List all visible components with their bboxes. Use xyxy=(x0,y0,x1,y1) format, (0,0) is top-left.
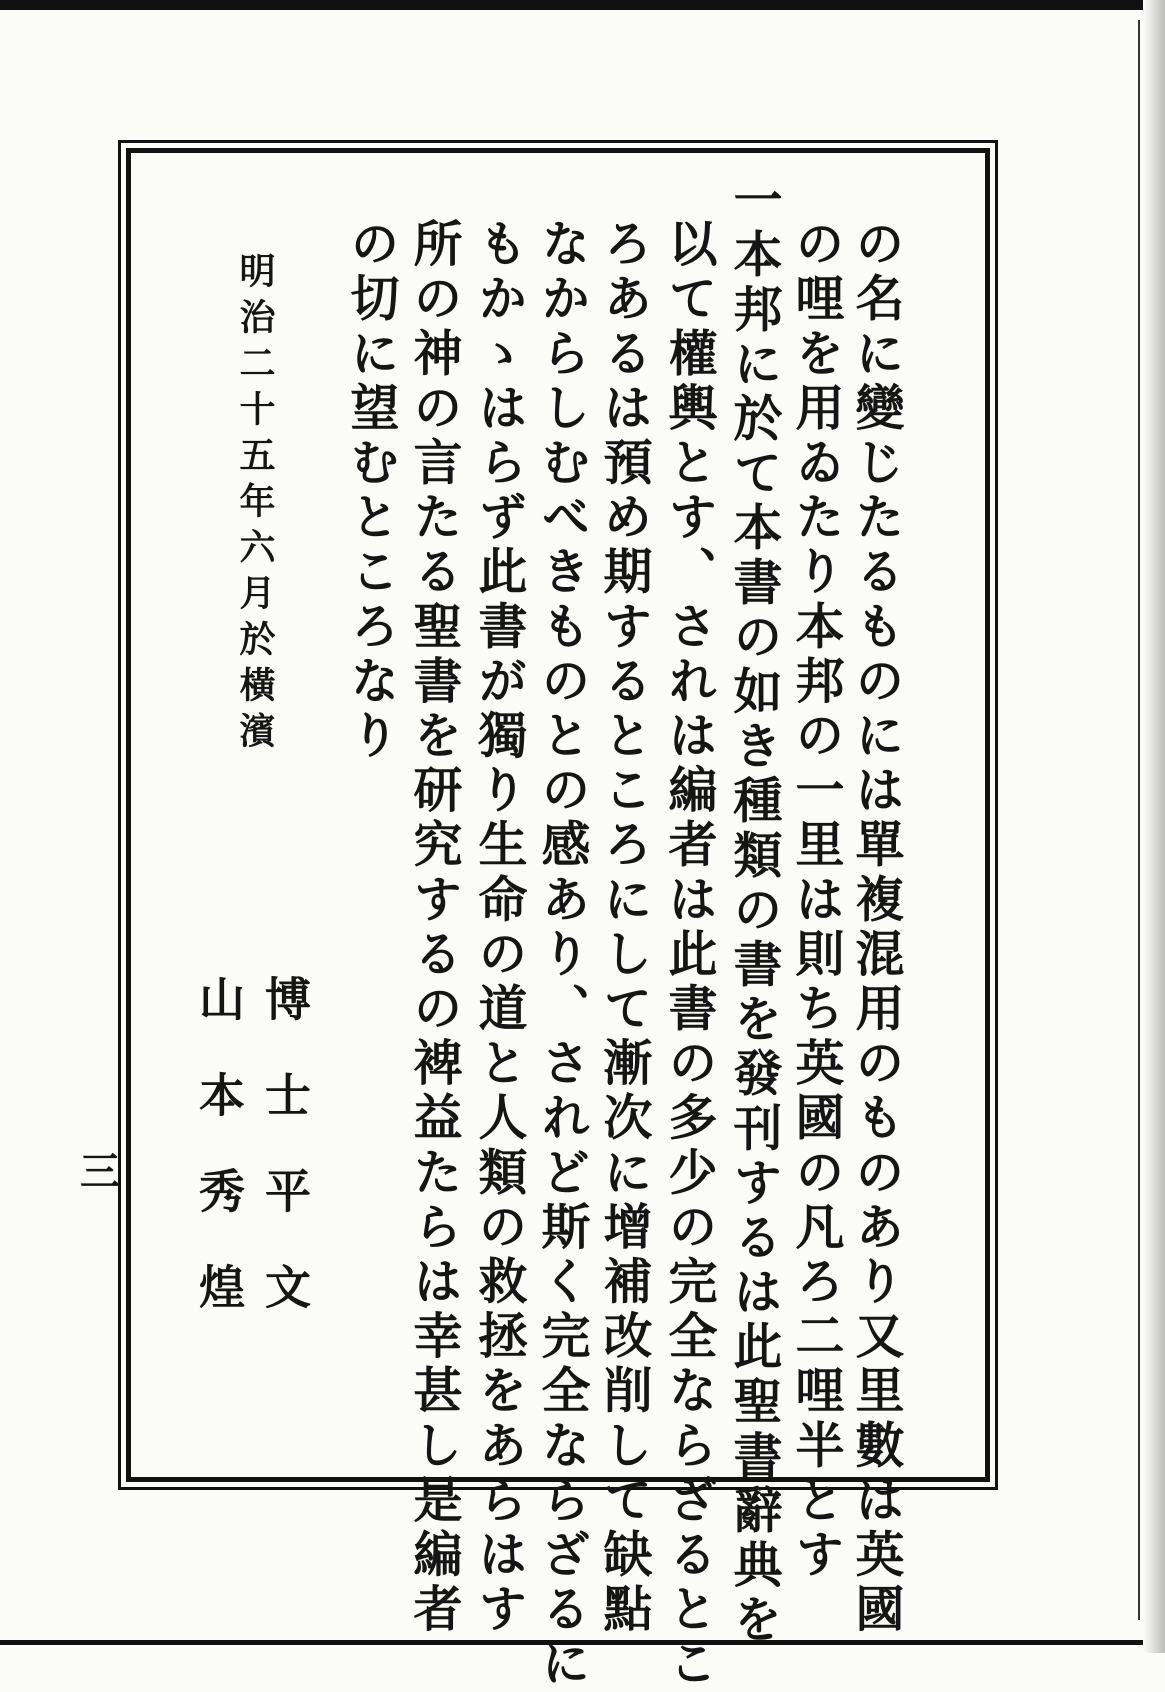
body-column-2: の哩を用ゐたり本邦の一里は則ち英國の凡ろ二哩半とす xyxy=(788,218,846,1583)
body-column-4: 以て權輿とす、されは編者は此書の多少の完全ならざるとこ xyxy=(661,218,719,1692)
author-title-line: 博士平文 xyxy=(258,975,312,1359)
top-rule xyxy=(0,0,1165,10)
body-column-6: なからしむべきものとの感あり、されど斯く完全ならざるに xyxy=(534,218,592,1692)
page-spine-line xyxy=(1138,20,1140,1620)
body-column-9: の切に望むところなり xyxy=(343,218,401,764)
page-number: 三 xyxy=(80,1148,120,1195)
author-name: 山本秀煌 xyxy=(192,975,246,1359)
body-column-8: 所の神の言たる聖書を研究するの裨益たらは幸甚し是編者 xyxy=(406,218,464,1638)
body-column-7: もかゝはらず此書が獨り生命の道と人類の救拯をあらはす xyxy=(471,218,529,1638)
body-column-1: の名に變じたるものには單複混用のものあり又里數は英國 xyxy=(848,218,906,1638)
date-line: 明治二十五年六月於橫濱 xyxy=(234,252,276,758)
body-column-5: ろあるは預め期するところにして漸次に增補改削して缺點 xyxy=(596,218,654,1638)
body-column-3: 一本邦に於て本書の如き種類の書を發刊するは此聖書辭典を xyxy=(726,174,784,1649)
page-spine-shadow xyxy=(1143,0,1165,1653)
